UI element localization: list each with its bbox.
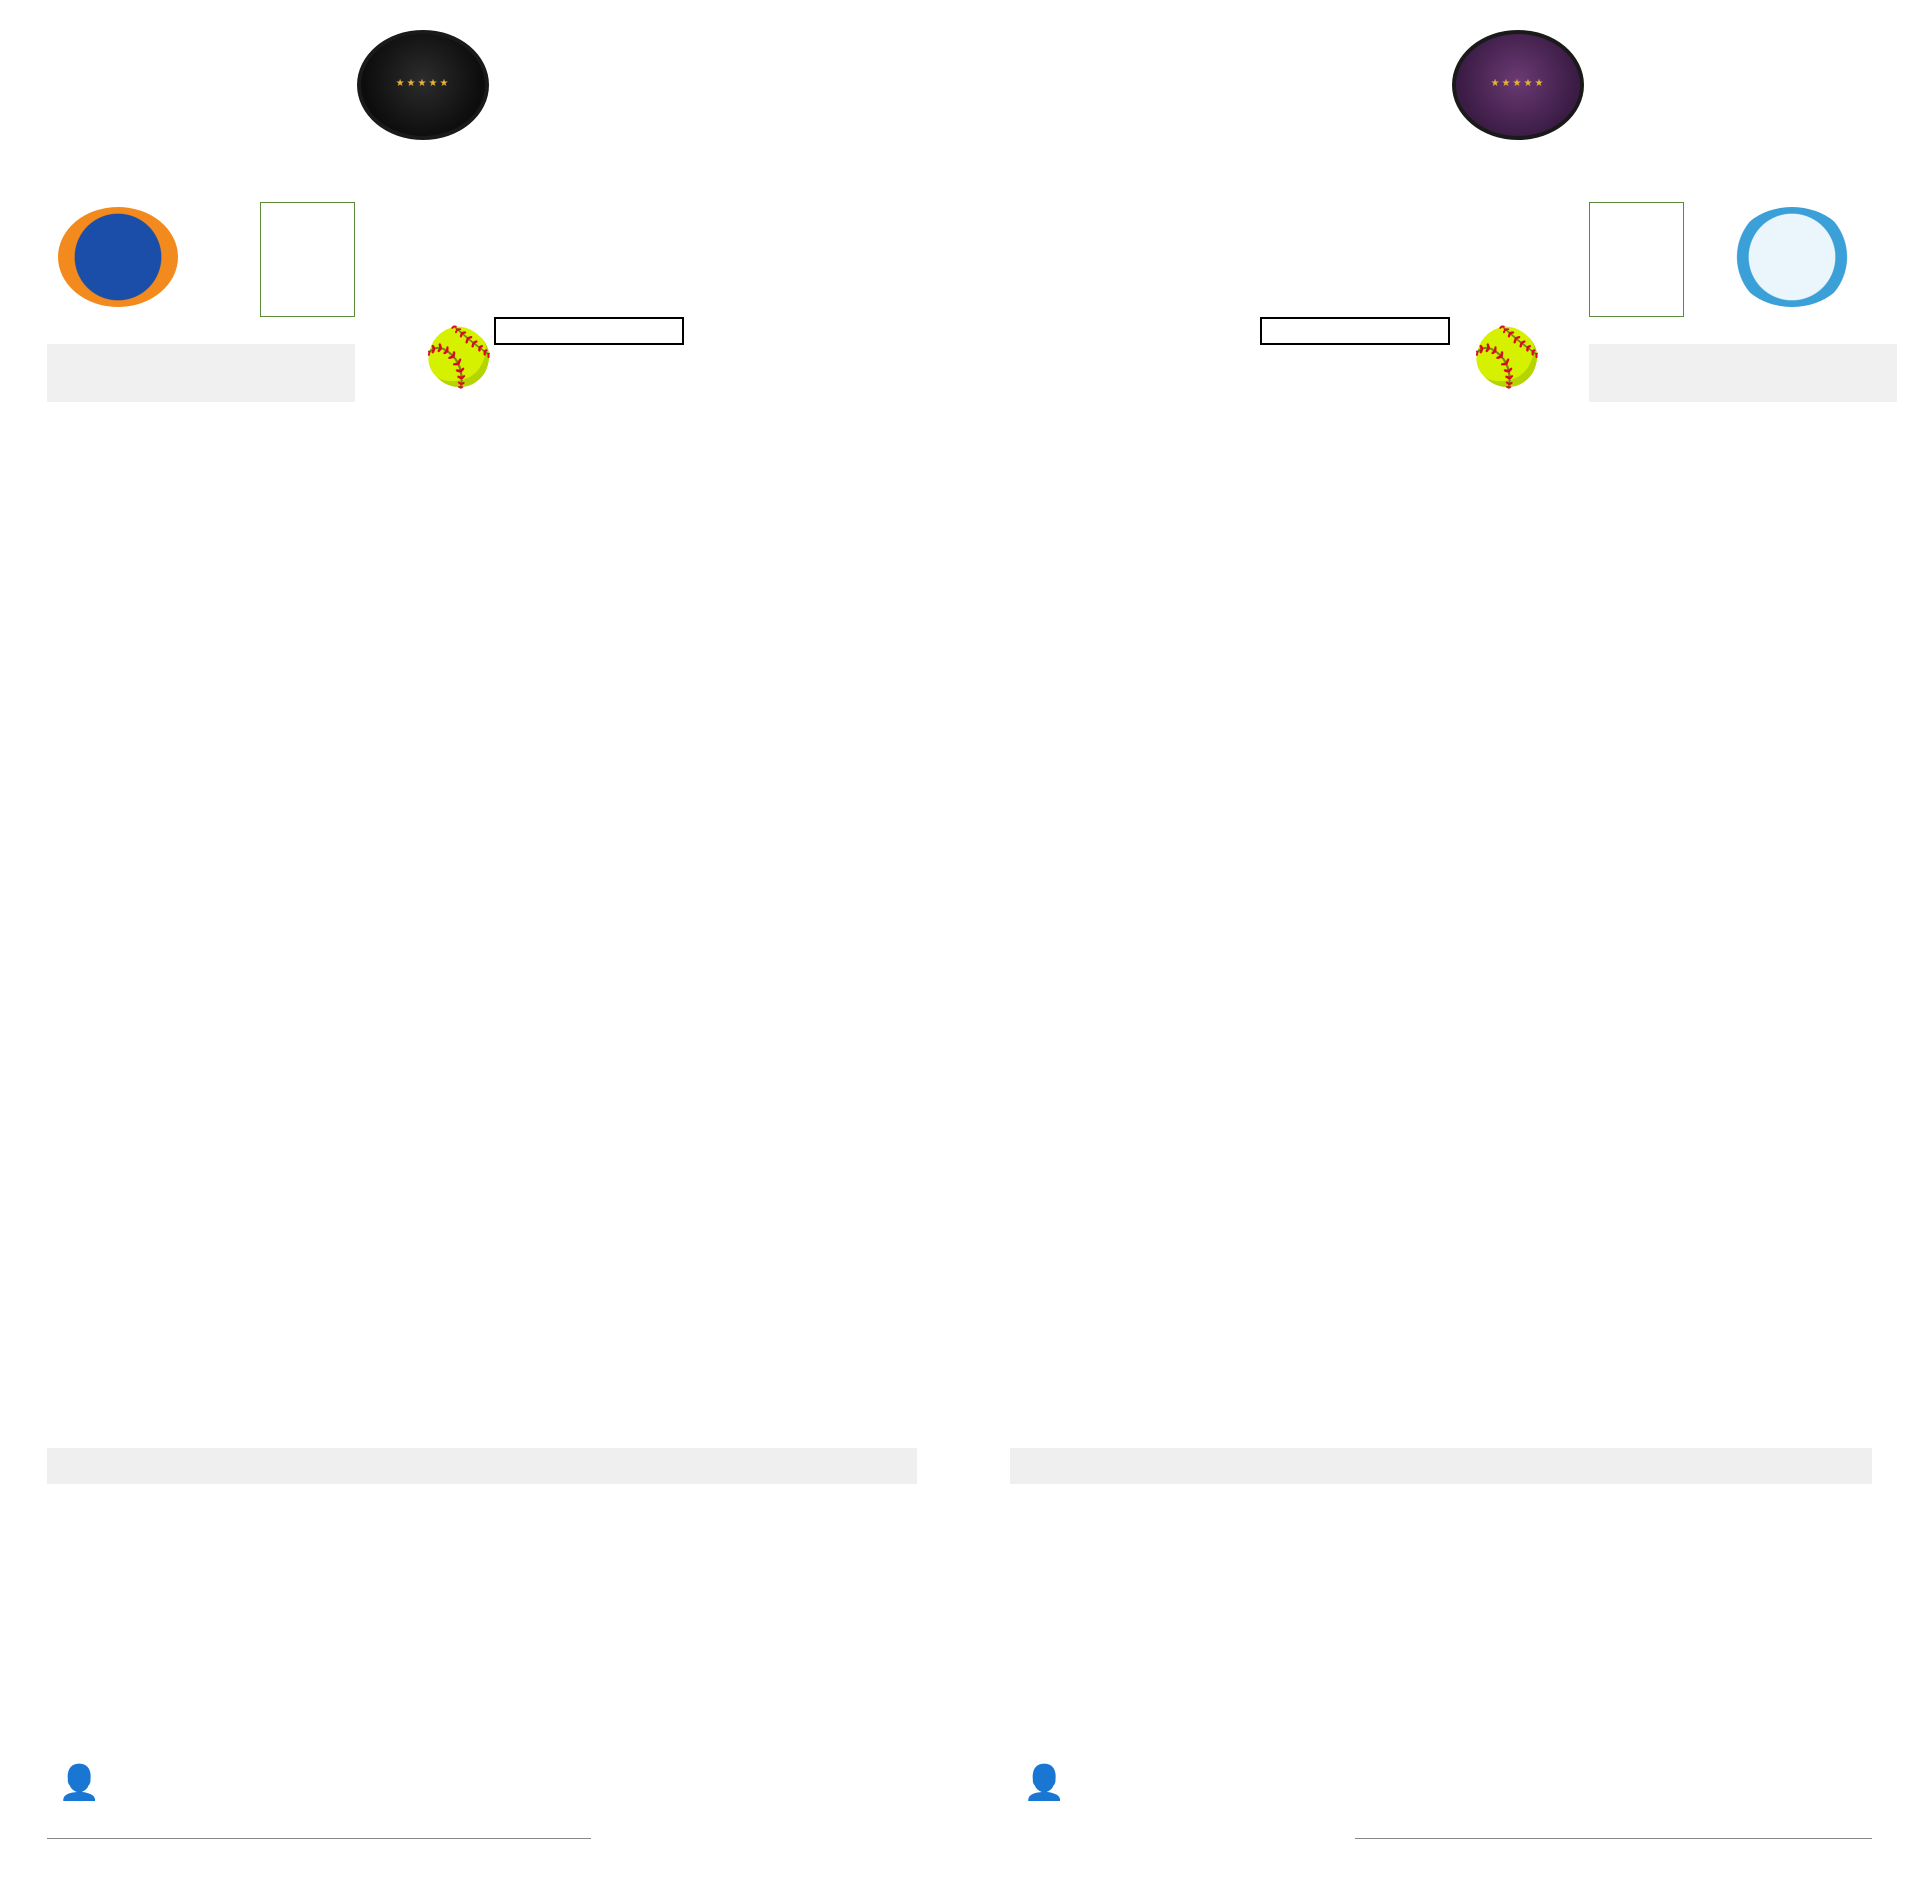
home-home-runs [1010, 1448, 1872, 1484]
winner-label [1260, 317, 1450, 345]
jk-logo [1732, 207, 1852, 307]
loser-label [494, 317, 684, 345]
home-score [1589, 202, 1684, 317]
footer-divider [47, 1838, 591, 1839]
umpire-icon: 👤 [58, 1764, 101, 1802]
pitcher-silhouette-icon: 🥎 [1472, 325, 1542, 388]
mets-logo [58, 207, 178, 307]
away-team-card [47, 344, 355, 402]
away-home-runs [47, 1448, 917, 1484]
footer-divider [1355, 1838, 1872, 1839]
pitcher-silhouette-icon: 🥎 [424, 325, 494, 388]
umpire-icon: 👤 [1023, 1764, 1066, 1802]
rcv-logo-left [357, 30, 489, 140]
away-score [260, 202, 355, 317]
rcv-logo-right [1452, 30, 1584, 140]
stars-icon: ★★★★★ [395, 78, 451, 89]
home-team-card [1589, 344, 1897, 402]
stars-icon: ★★★★★ [1490, 78, 1546, 89]
